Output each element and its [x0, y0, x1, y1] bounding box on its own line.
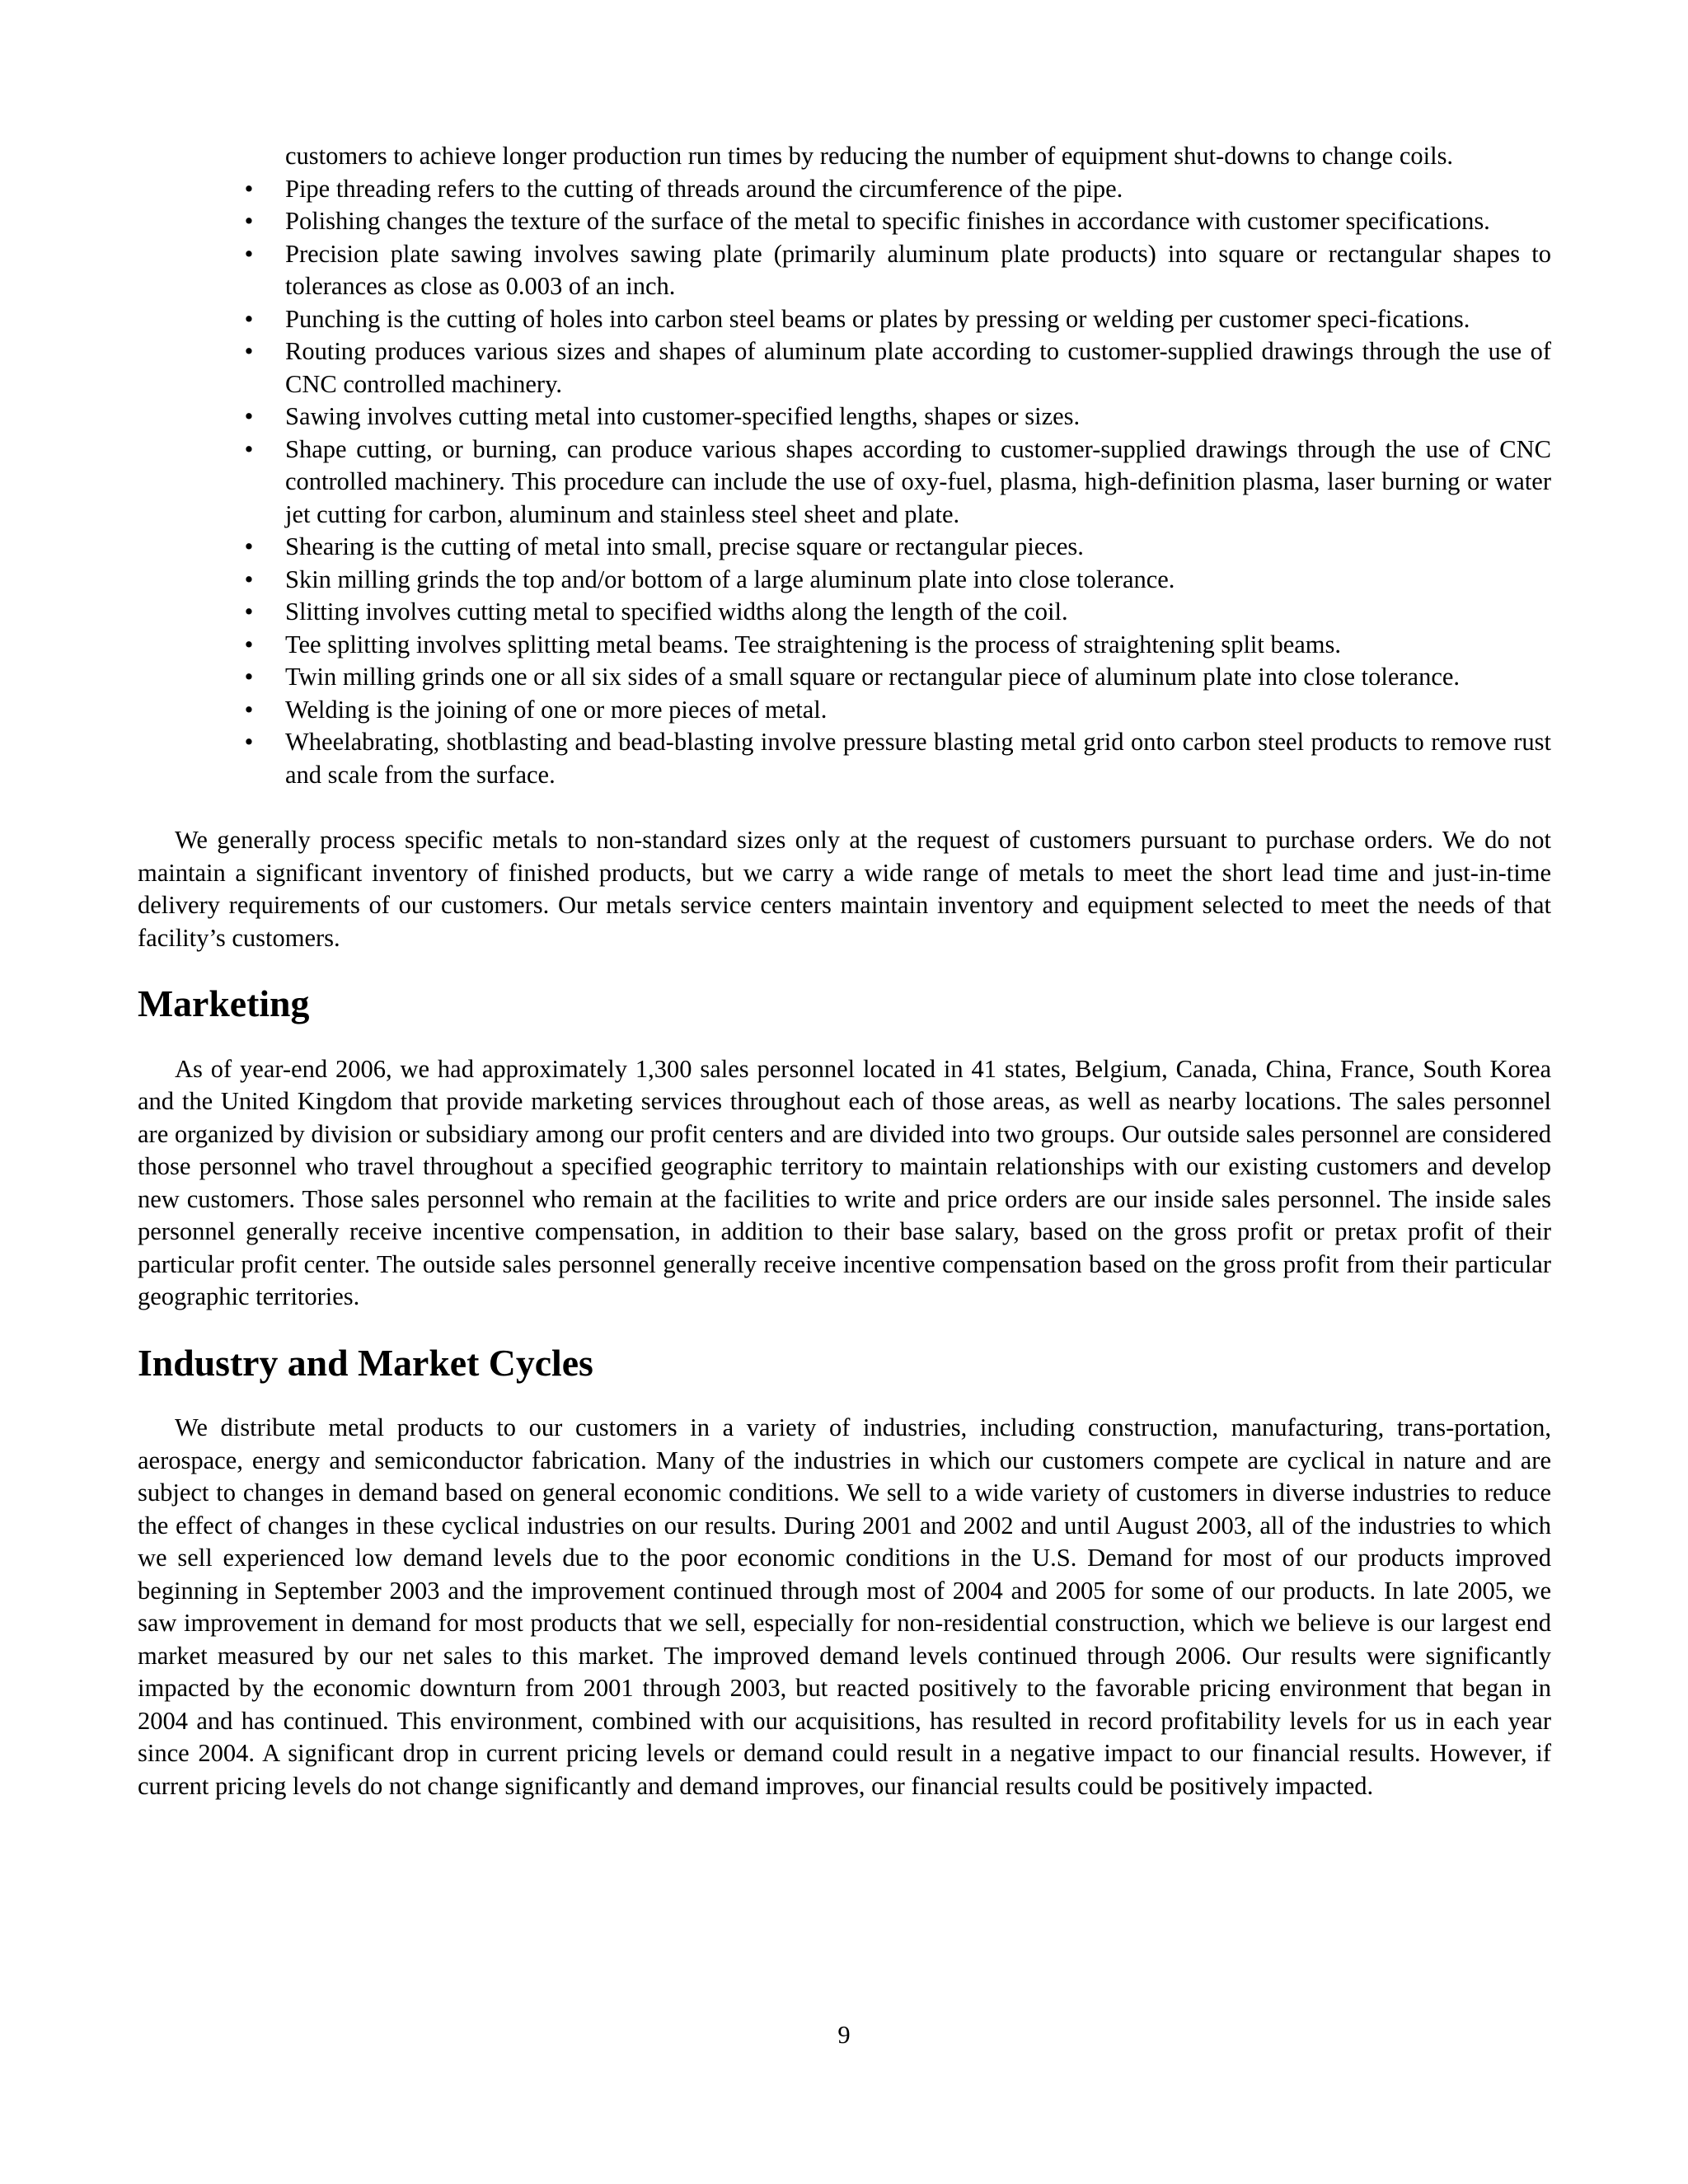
list-item-text: Tee splitting involves splitting metal beams. Tee straightening is the process of straightening split beams. [285, 630, 1342, 658]
spacer [138, 954, 1551, 987]
list-item-text: Twin milling grinds one or all six sides of a small square or rectangular piece of aluminum plate into close tolerance. [285, 663, 1461, 691]
spacer [138, 1379, 1551, 1412]
processing-services-list [138, 173, 1551, 792]
list-item-text: Shape cutting, or burning, can produce various shapes according to customer-supplied drawings through the use of CNC controlled machinery. This procedure can include the use of oxy-fuel, plasma, high-definition plasma, laser burning or water jet cutting for carbon, aluminum and stainless steel sheet and plate. [285, 434, 1551, 528]
list-item [138, 726, 1551, 791]
list-item-text: Routing produces various sizes and shapes of aluminum plate according to customer-supplied drawings through the use of CNC controlled machinery. [285, 337, 1551, 398]
list-item-text: Punching is the cutting of holes into carbon steel beams or plates by pressing or welding per customer speci-fications. [285, 304, 1470, 333]
document-page [138, 140, 1551, 1802]
list-item [138, 596, 1551, 629]
bullet-icon: • [244, 402, 254, 430]
bullet-icon: • [244, 695, 254, 724]
bullet-icon: • [244, 304, 254, 333]
continuation-text: customers to achieve longer production run times by reducing the number of equipment shut-downs to change coils. [285, 142, 1454, 170]
list-item [138, 564, 1551, 597]
bullet-icon: • [244, 434, 254, 463]
list-item-text: Precision plate sawing involves sawing plate (primarily aluminum plate products) into square or rectangular shapes to tolerances as close as 0.003 of an inch. [285, 239, 1551, 300]
list-item [138, 238, 1551, 303]
bullet-icon: • [244, 239, 254, 268]
bullet-icon: • [244, 728, 254, 756]
list-item [138, 205, 1551, 238]
bullet-icon: • [244, 532, 254, 560]
list-item [138, 629, 1551, 662]
spacer [138, 791, 1551, 824]
section-heading-industry: Industry and Market Cycles [138, 1341, 593, 1384]
industry-paragraph: We distribute metal products to our customers in a variety of industries, including construction, manufacturing, trans-portation, aerospace, energy and semiconductor fabrication. Many of the industries in which our customers compete are cyclical in nature and are subject to changes in demand based on general economic conditions. We sell to a wide variety of customers in diverse industries to reduce the effect of changes in these cyclical industries on our results. During 2001 and 2002 and until August 2003, all of the industries to which we sell experienced low demand levels due to the poor economic conditions in the U.S. Demand for most of our products improved beginning in September 2003 and the improvement continued through most of 2004 and 2005 for some of our products. In late 2005, we saw improvement in demand for most products that we sell, especially for non-residential construction, which we believe is our largest end market measured by our net sales to this market. The improved demand levels continued through 2006. Our results were significantly impacted by the economic downturn from 2001 through 2003, but reacted positively to the favorable pricing environment that began in 2004 and has continued. This environment, combined with our acquisitions, has resulted in record profitability levels for us in each year since 2004. A significant drop in current pricing levels or demand could result in a negative impact to our financial results. However, if current pricing levels do not change significantly and demand improves, our financial results could be positively impacted. [138, 1413, 1551, 1800]
processing-paragraph: We generally process specific metals to non-standard sizes only at the request of customers pursuant to purchase orders. We do not maintain a significant inventory of finished products, but we carry a wide range of metals to meet the short lead time and just-in-time delivery requirements of our customers. Our metals service centers maintain inventory and equipment selected to meet the needs of that facility’s customers. [138, 826, 1551, 952]
list-item-text: Skin milling grinds the top and/or bottom of a large aluminum plate into close tolerance. [285, 565, 1175, 593]
list-item-text: Welding is the joining of one or more pieces of metal. [285, 695, 828, 724]
list-item [138, 173, 1551, 206]
bullet-icon: • [244, 630, 254, 658]
bullet-icon: • [244, 337, 254, 365]
list-item [138, 335, 1551, 401]
list-item [138, 434, 1551, 532]
bullet-icon: • [244, 565, 254, 593]
list-item-text: Sawing involves cutting metal into customer-specified lengths, shapes or sizes. [285, 402, 1081, 430]
bullet-icon: • [244, 598, 254, 626]
list-item [138, 303, 1551, 336]
bullet-icon: • [244, 663, 254, 691]
section-heading-marketing: Marketing [138, 982, 310, 1024]
marketing-paragraph: As of year-end 2006, we had approximately 1,300 sales personnel located in 41 states, Belgium, Canada, China, France, South Korea and the United Kingdom that provide marketing services throughout each of those areas, as well as nearby locations. The sales personnel are organized by division or subsidiary among our profit centers and are divided into two groups. Our outside sales personnel are considered those personnel who travel throughout a specified geographic territory to maintain relationships with our existing customers and develop new customers. Those sales personnel who remain at the facilities to write and price orders are our inside sales personnel. The inside sales personnel generally receive incentive compensation, in addition to their base salary, based on the gross profit or pretax profit of their particular profit center. The outside sales personnel generally receive incentive compensation based on the gross profit from their particular geographic territories. [138, 1054, 1551, 1310]
list-item-text: Wheelabrating, shotblasting and bead-blasting involve pressure blasting metal grid onto carbon steel products to remove rust and scale from the surface. [285, 728, 1551, 789]
list-item [138, 694, 1551, 727]
list-item [138, 531, 1551, 564]
spacer [138, 1020, 1551, 1053]
list-item-text: Polishing changes the texture of the surface of the metal to specific finishes in accordance with customer specifications. [285, 207, 1490, 235]
list-item-text: Slitting involves cutting metal to specified widths along the length of the coil. [285, 598, 1068, 626]
list-item-text: Shearing is the cutting of metal into small, precise square or rectangular pieces. [285, 532, 1084, 560]
list-item-text: Pipe threading refers to the cutting of threads around the circumference of the pipe. [285, 174, 1123, 203]
bullet-icon: • [244, 174, 254, 203]
list-item [138, 661, 1551, 694]
page-number: 9 [837, 2021, 851, 2049]
list-item [138, 401, 1551, 434]
bullet-icon: • [244, 207, 254, 235]
